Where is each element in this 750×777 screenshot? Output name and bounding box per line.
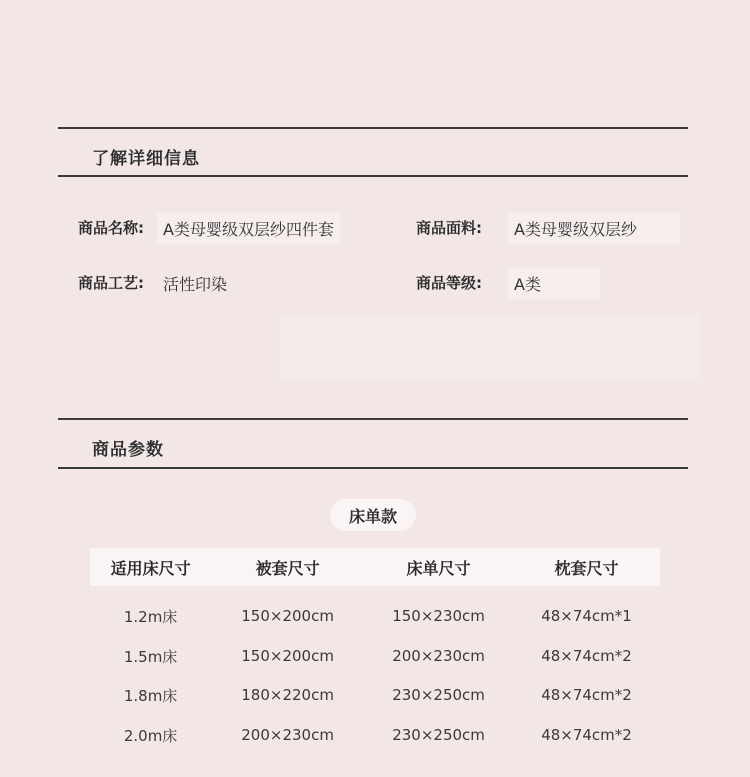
table-cell: 150×200cm	[241, 607, 334, 625]
product-name-value: A类母婴级双层纱四件套	[157, 213, 340, 244]
table-row	[90, 604, 660, 628]
table-cell: 200×230cm	[392, 647, 485, 665]
table-cell: 48×74cm*1	[541, 607, 632, 625]
table-cell: 48×74cm*2	[541, 686, 632, 704]
table-cell: 2.0m床	[123, 726, 178, 745]
header-pillowcase-size: 枕套尺寸	[554, 558, 619, 578]
table-cell: 48×74cm*2	[541, 647, 632, 665]
product-name-label: 商品名称:	[78, 219, 144, 237]
product-craft-value: 活性印染	[163, 275, 228, 294]
params-section-title: 商品参数	[92, 440, 164, 460]
details-section-title: 了解详细信息	[92, 149, 200, 169]
details-title-divider	[58, 175, 688, 177]
bedsheet-style-badge: 床单款	[330, 499, 416, 531]
header-duvet-size: 被套尺寸	[255, 558, 320, 578]
table-row	[90, 723, 660, 747]
table-row	[90, 683, 660, 707]
header-bed-size: 适用床尺寸	[110, 558, 191, 578]
params-title-divider	[58, 467, 688, 469]
table-cell: 230×250cm	[392, 726, 485, 744]
table-cell: 180×220cm	[241, 686, 334, 704]
table-cell: 1.8m床	[123, 686, 178, 705]
product-grade-value: A类	[508, 268, 600, 299]
table-cell: 1.5m床	[123, 647, 178, 666]
table-cell: 1.2m床	[123, 607, 178, 626]
table-cell: 150×230cm	[392, 607, 485, 625]
product-fabric-label: 商品面料:	[416, 219, 482, 237]
table-cell: 200×230cm	[241, 726, 334, 744]
faded-background-panel	[280, 314, 700, 380]
params-top-divider	[58, 418, 688, 420]
header-sheet-size: 床单尺寸	[406, 558, 471, 578]
product-grade-label: 商品等级:	[416, 274, 482, 292]
product-craft-label: 商品工艺:	[78, 274, 144, 292]
top-divider	[58, 127, 688, 129]
table-cell: 230×250cm	[392, 686, 485, 704]
table-cell: 150×200cm	[241, 647, 334, 665]
product-fabric-value: A类母婴级双层纱	[508, 213, 680, 244]
table-row	[90, 644, 660, 668]
size-table-header	[90, 548, 660, 586]
table-cell: 48×74cm*2	[541, 726, 632, 744]
